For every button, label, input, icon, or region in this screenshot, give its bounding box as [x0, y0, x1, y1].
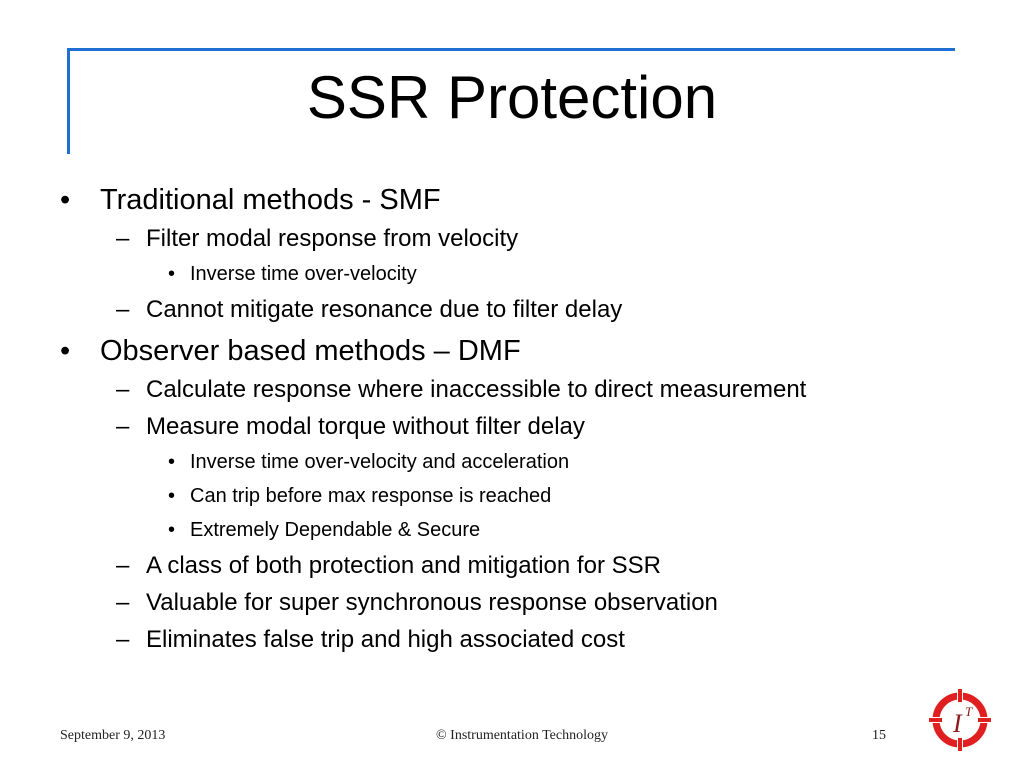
sub-sub-bullet-item	[60, 257, 1000, 291]
bullet-marker: –	[116, 376, 130, 403]
bullet-marker: •	[168, 485, 176, 507]
footer-copyright: © Instrumentation Technology	[436, 728, 608, 743]
bullet-marker: –	[116, 413, 130, 440]
bullet-text: Inverse time over-velocity	[190, 263, 417, 285]
sub-bullet-item	[60, 622, 1000, 658]
bullet-marker: –	[116, 626, 130, 653]
sub-bullet-item	[60, 292, 1000, 328]
bullet-text: A class of both protection and mitigation for SSR	[146, 552, 661, 579]
bullet-marker: •	[60, 184, 71, 216]
sub-bullet-item	[60, 585, 1000, 621]
bullet-marker: –	[116, 225, 130, 252]
bullet-marker: •	[168, 263, 176, 285]
title-frame-top-rule	[67, 48, 955, 51]
footer-date: September 9, 2013	[60, 728, 166, 743]
logo-letter-t: T	[965, 704, 973, 719]
bullet-text: Traditional methods - SMF	[100, 184, 441, 216]
logo-letter-i: I	[953, 709, 962, 738]
slide-title: SSR Protection	[306, 64, 718, 131]
sub-bullet-item	[60, 548, 1000, 584]
sub-bullet-item	[60, 409, 1000, 445]
page-number: 15	[872, 728, 886, 743]
bullet-text: Valuable for super synchronous response observation	[146, 589, 718, 616]
bullet-text: Can trip before max response is reached	[190, 485, 552, 507]
bullet-marker: •	[60, 335, 71, 367]
company-logo	[928, 688, 992, 752]
bullet-text: Extremely Dependable & Secure	[190, 519, 481, 541]
bullet-marker: •	[168, 519, 176, 541]
sub-sub-bullet-item	[60, 445, 1000, 479]
bullet-list	[60, 180, 1000, 658]
sub-sub-bullet-item	[60, 479, 1000, 513]
bullet-marker: –	[116, 589, 130, 616]
sub-bullet-item	[60, 372, 1000, 408]
sub-bullet-item	[60, 221, 1000, 257]
bullet-item	[60, 180, 1000, 220]
bullet-text: Measure modal torque without filter delay	[146, 413, 585, 440]
bullet-text: Calculate response where inaccessible to direct measurement	[146, 376, 807, 403]
bullet-text: Filter modal response from velocity	[146, 225, 519, 252]
bullet-text: Observer based methods – DMF	[100, 335, 521, 367]
bullet-marker: •	[168, 451, 176, 473]
bullet-text: Cannot mitigate resonance due to filter delay	[146, 296, 623, 323]
bullet-text: Inverse time over-velocity and acceleration	[190, 451, 570, 473]
bullet-text: Eliminates false trip and high associated cost	[146, 626, 625, 653]
bullet-marker: –	[116, 296, 130, 323]
bullet-marker: –	[116, 552, 130, 579]
sub-sub-bullet-item	[60, 513, 1000, 547]
bullet-item	[60, 331, 1000, 371]
